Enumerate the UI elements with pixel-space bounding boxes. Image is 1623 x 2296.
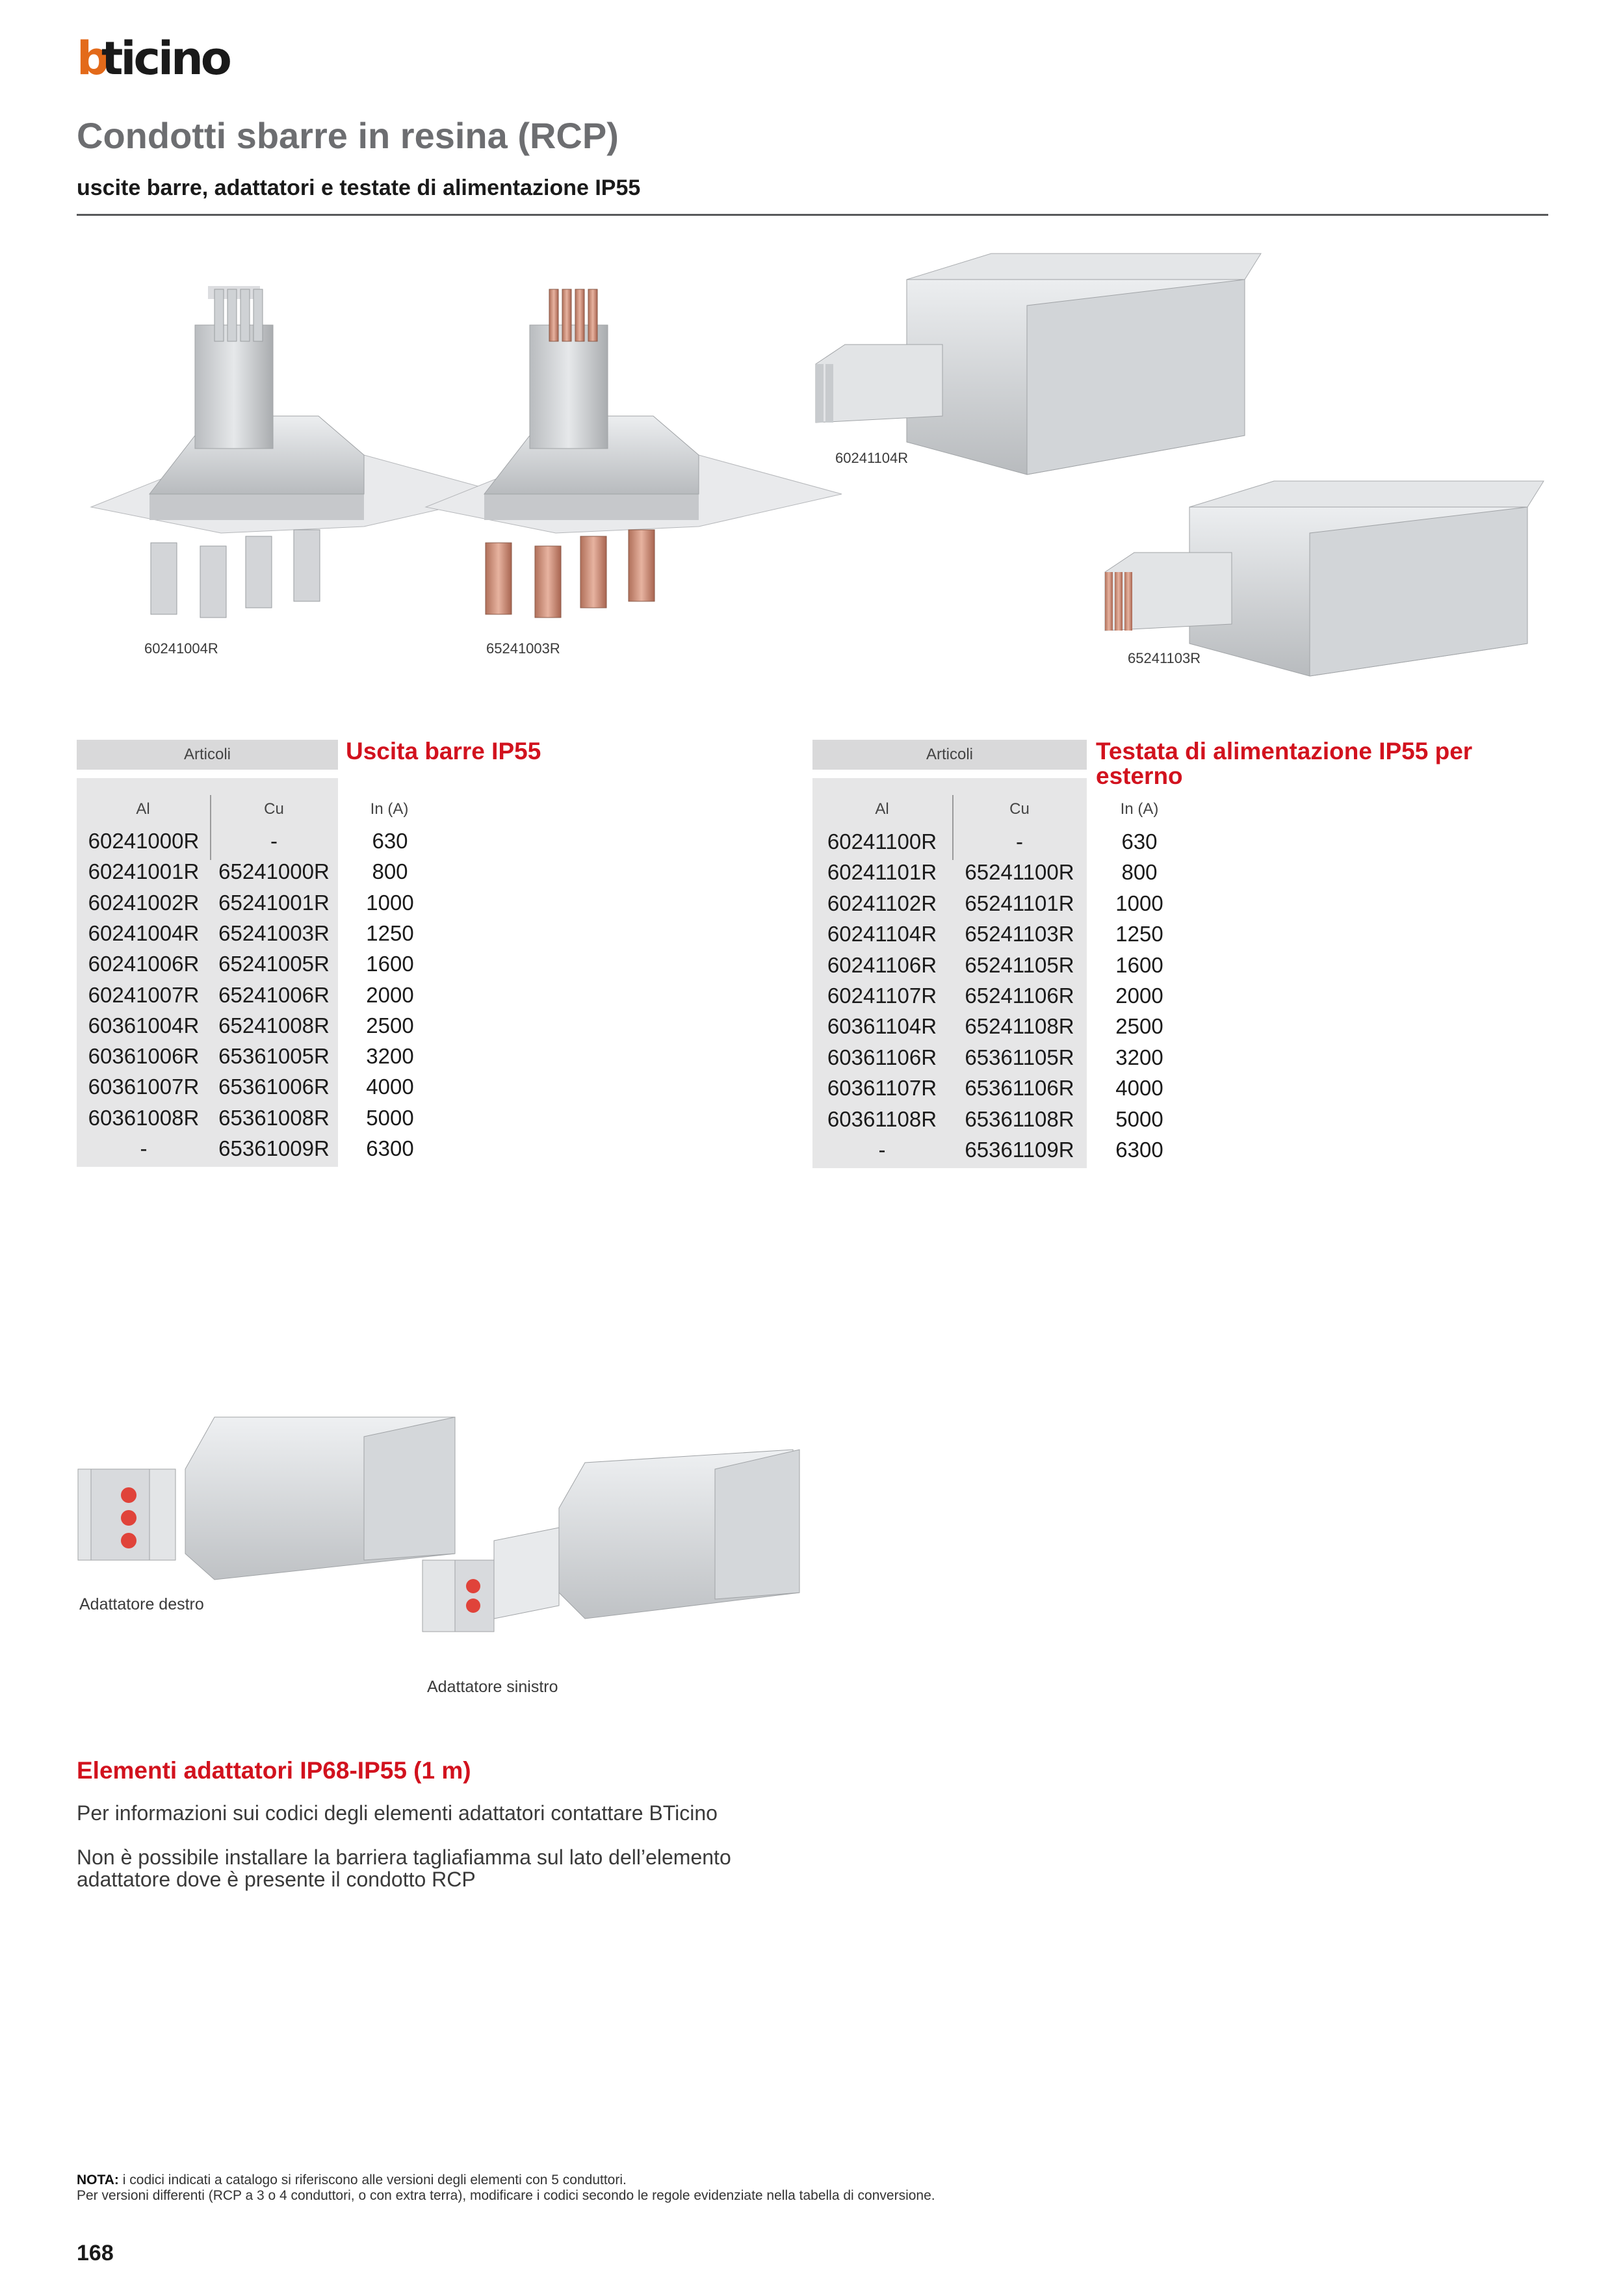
- table-cell-in: 630: [1121, 829, 1158, 854]
- busbar-outlet-cu-image: [426, 289, 842, 618]
- table-cell-cu: 65241101R: [965, 891, 1074, 915]
- page-number: 168: [77, 2241, 114, 2265]
- table-cell-al: 60361106R: [827, 1045, 937, 1069]
- table-cell-al: 60361107R: [827, 1076, 937, 1101]
- table-cell-al: 60361108R: [827, 1106, 937, 1131]
- table-cell-al: 60241007R: [88, 982, 200, 1007]
- table-cell-in: 2000: [366, 982, 414, 1007]
- product-illustrations: [0, 0, 1623, 689]
- table-cell-al: 60241106R: [827, 952, 937, 977]
- table-cell-al: 60241107R: [827, 984, 937, 1008]
- note-line1: i codici indicati a catalogo si riferiscono alle versioni degli elementi con 5 conduttori.: [118, 2172, 627, 2187]
- table-cell-al: 60241001R: [88, 859, 200, 884]
- feed-unit-al-image: [816, 254, 1261, 475]
- table-cell-al: 60241101R: [827, 860, 937, 885]
- left-table-title: Uscita barre IP55: [346, 738, 541, 764]
- table-cell-cu: 65361105R: [965, 1045, 1074, 1069]
- left-table-articoli-header: Articoli: [77, 740, 338, 770]
- table-cell-cu: 65241000R: [218, 859, 330, 884]
- table-cell-cu: 65361106R: [965, 1076, 1074, 1101]
- footer-note: [77, 2172, 1539, 2204]
- table-cell-cu: 65361108R: [965, 1106, 1074, 1131]
- caption-60241104R: 60241104R: [835, 450, 909, 466]
- table-cell-cu: 65361009R: [218, 1136, 330, 1160]
- table-cell-cu: 65241003R: [218, 920, 330, 945]
- table-cell-al: -: [140, 1136, 148, 1160]
- caption-60241004R: 60241004R: [144, 640, 218, 657]
- table-cell-cu: 65241001R: [218, 890, 330, 915]
- caption-65241103R: 65241103R: [1128, 650, 1201, 666]
- table-cell-al: 60241100R: [827, 829, 937, 854]
- page-subtitle: uscite barre, adattatori e testate di alimentazione IP55: [77, 176, 641, 200]
- adapter-left-image: [422, 1450, 799, 1632]
- busbar-outlet-al-image: [91, 286, 507, 618]
- table-cell-in: 6300: [1115, 1138, 1163, 1162]
- svg-text:b: b: [77, 34, 107, 82]
- table-cell-cu: -: [1016, 829, 1023, 854]
- right-table-articoli-header: Articoli: [812, 740, 1087, 770]
- table-cell-al: 60241102R: [827, 891, 937, 915]
- table-cell-al: 60361004R: [88, 1013, 200, 1037]
- svg-text:ticino: ticino: [101, 34, 229, 82]
- table-cell-in: 1000: [1115, 891, 1163, 915]
- note-line2: Per versioni differenti (RCP a 3 o 4 conduttori, o con extra terra), modificare i codici secondo le regole evidenziate nella tabella di conversione.: [77, 2188, 935, 2203]
- table-cell-in: 1600: [366, 952, 414, 976]
- table-cell-in: 1600: [1115, 952, 1163, 977]
- right-col-al: Al: [875, 800, 889, 818]
- table-cell-cu: 65361006R: [218, 1075, 330, 1099]
- feed-unit-cu-image: [1105, 481, 1544, 676]
- left-col-in: In (A): [370, 800, 409, 818]
- note-label: NOTA:: [77, 2172, 119, 2187]
- table-cell-cu: 65241100R: [965, 860, 1074, 885]
- table-cell-cu: 65241005R: [218, 952, 330, 976]
- table-cell-in: 1000: [366, 890, 414, 915]
- table-cell-cu: 65241108R: [965, 1014, 1074, 1039]
- left-col-cu: Cu: [264, 800, 284, 818]
- table-cell-in: 1250: [1115, 922, 1163, 946]
- table-cell-in: 2500: [366, 1013, 414, 1037]
- page-title: Condotti sbarre in resina (RCP): [77, 115, 619, 156]
- table-cell-cu: 65361109R: [965, 1138, 1074, 1162]
- table-cell-al: 60241104R: [827, 922, 937, 946]
- table-cell-in: 4000: [1115, 1076, 1163, 1101]
- table-cell-al: 60241004R: [88, 920, 200, 945]
- table-cell-al: -: [878, 1138, 886, 1162]
- table-cell-in: 6300: [366, 1136, 414, 1160]
- left-col-al: Al: [136, 800, 150, 818]
- table-cell-in: 3200: [366, 1044, 414, 1069]
- table-cell-in: 800: [1121, 860, 1158, 885]
- table-cell-in: 5000: [1115, 1106, 1163, 1131]
- adapter-right-image: [78, 1417, 455, 1580]
- table-cell-in: 1250: [366, 920, 414, 945]
- table-cell-in: 800: [372, 859, 408, 884]
- table-cell-in: 2500: [1115, 1014, 1163, 1039]
- table-cell-cu: 65241103R: [965, 922, 1074, 946]
- adapter-illustrations: [0, 1398, 845, 1658]
- table-cell-cu: 65241106R: [965, 984, 1074, 1008]
- table-cell-in: 3200: [1115, 1045, 1163, 1069]
- right-col-cu: Cu: [1009, 800, 1030, 818]
- table-cell-al: 60361006R: [88, 1044, 200, 1069]
- right-table-title-line1: Testata di alimentazione IP55 per: [1096, 738, 1473, 764]
- table-cell-in: 2000: [1115, 984, 1163, 1008]
- table-cell-al: 60241006R: [88, 952, 200, 976]
- adapters-info-paragraph: Per informazioni sui codici degli elementi adattatori contattare BTicino: [77, 1801, 718, 1825]
- caption-adapter-right: Adattatore destro: [79, 1595, 204, 1613]
- caption-adapter-left: Adattatore sinistro: [427, 1678, 558, 1696]
- table-cell-cu: 65241006R: [218, 982, 330, 1007]
- table-cell-al: 60361104R: [827, 1014, 937, 1039]
- adapters-warning-paragraph: Non è possibile installare la barriera tagliafiamma sul lato dell’elemento adattatore dove è presente il condotto RCP: [77, 1846, 731, 1891]
- table-cell-in: 5000: [366, 1105, 414, 1130]
- caption-65241003R: 65241003R: [486, 640, 560, 657]
- table-cell-al: 60241002R: [88, 890, 200, 915]
- table-cell-al: 60361008R: [88, 1105, 200, 1130]
- right-table-title: [1096, 739, 1472, 789]
- table-cell-al: 60241000R: [88, 829, 200, 853]
- adapters-section-title: Elementi adattatori IP68-IP55 (1 m): [77, 1757, 471, 1784]
- table-cell-in: 630: [372, 829, 408, 853]
- right-col-in: In (A): [1120, 800, 1159, 818]
- table-cell-cu: 65241008R: [218, 1013, 330, 1037]
- table-cell-al: 60361007R: [88, 1075, 200, 1099]
- table-cell-cu: 65361005R: [218, 1044, 330, 1069]
- table-cell-in: 4000: [366, 1075, 414, 1099]
- table-cell-cu: -: [270, 829, 278, 853]
- table-cell-cu: 65241105R: [965, 952, 1074, 977]
- table-cell-cu: 65361008R: [218, 1105, 330, 1130]
- right-table-title-line2: esterno: [1096, 763, 1183, 789]
